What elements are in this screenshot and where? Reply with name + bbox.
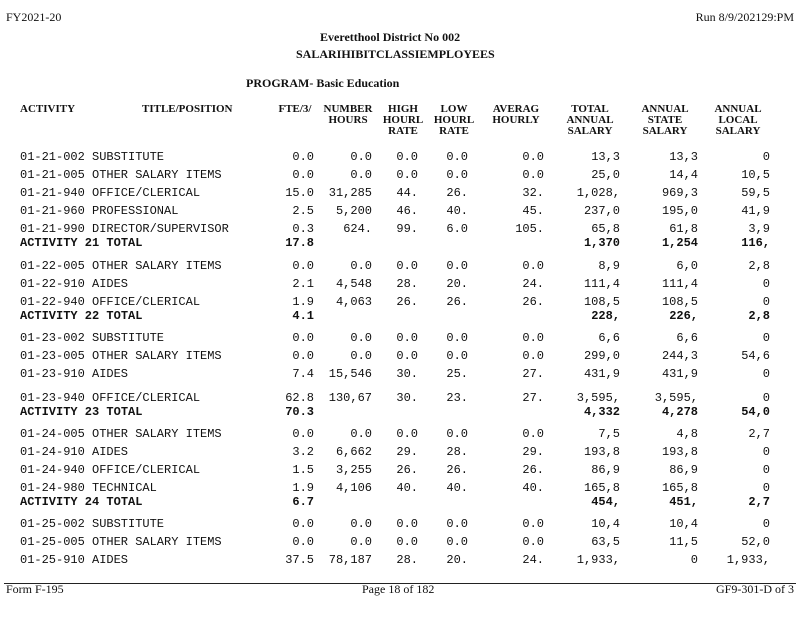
cell-state: 431,9	[661, 367, 698, 381]
position-title: AIDES	[92, 553, 129, 567]
activity-total-label: ACTIVITY 24 TOTAL	[20, 495, 143, 509]
position-title: OFFICE/CLERICAL	[92, 391, 201, 405]
cell-avg: 0.0	[522, 331, 544, 345]
cell-fte: 15.0	[285, 186, 314, 200]
cell-local: 59,5	[741, 186, 770, 200]
activity-total-label: ACTIVITY 23 TOTAL	[20, 405, 143, 419]
col-local-salary: ANNUAL LOCAL SALARY	[714, 103, 762, 137]
cell-local: 0	[762, 517, 770, 531]
cell-avg: 0.0	[522, 168, 544, 182]
position-title: AIDES	[92, 367, 129, 381]
cell-avg: 0.0	[522, 349, 544, 363]
cell-low: 0.0	[446, 168, 468, 182]
cell-local: 2,7	[748, 427, 770, 441]
cell-local: 0	[762, 295, 770, 309]
cell-fte: 6.7	[292, 495, 314, 509]
activity-code: 01-25-002	[20, 517, 85, 531]
cell-fte: 0.3	[292, 222, 314, 236]
cell-low: 40.	[446, 204, 468, 218]
cell-high: 29.	[396, 445, 418, 459]
cell-low: 0.0	[446, 331, 468, 345]
cell-avg: 26.	[522, 463, 544, 477]
cell-hours: 0.0	[350, 517, 372, 531]
cell-state: 86,9	[669, 463, 698, 477]
cell-total: 1,933,	[576, 553, 620, 567]
cell-local: 3,9	[748, 222, 770, 236]
cell-hours: 78,187	[328, 553, 372, 567]
cell-hours: 6,662	[335, 445, 372, 459]
cell-avg: 0.0	[522, 535, 544, 549]
cell-high: 44.	[396, 186, 418, 200]
cell-hours: 5,200	[335, 204, 372, 218]
cell-hours: 15,546	[328, 367, 372, 381]
cell-state: 244,3	[661, 349, 698, 363]
col-high-rate: HIGH HOURL RATE	[382, 103, 424, 137]
cell-hours: 0.0	[350, 168, 372, 182]
cell-hours: 4,063	[335, 295, 372, 309]
cell-hours: 0.0	[350, 150, 372, 164]
district-line: Everetthool District No 002	[320, 30, 461, 44]
cell-avg: 32.	[522, 186, 544, 200]
cell-fte: 2.5	[292, 204, 314, 218]
cell-hours: 3,255	[335, 463, 372, 477]
cell-state: 193,8	[661, 445, 698, 459]
cell-avg: 45.	[522, 204, 544, 218]
cell-total: 165,8	[583, 481, 620, 495]
col-activity: ACTIVITY	[20, 103, 76, 115]
cell-avg: 29.	[522, 445, 544, 459]
cell-local: 0	[762, 277, 770, 291]
activity-code: 01-21-960	[20, 204, 85, 218]
cell-fte: 62.8	[285, 391, 314, 405]
cell-high: 40.	[396, 481, 418, 495]
cell-fte: 1.5	[292, 463, 314, 477]
report-title: SALARIHIBITCLASSIEMPLOYEES	[296, 47, 495, 61]
cell-local: 0	[762, 445, 770, 459]
position-title: OTHER SALARY ITEMS	[92, 259, 222, 273]
cell-total: 63,5	[591, 535, 620, 549]
cell-hours: 624.	[343, 222, 372, 236]
cell-total: 10,4	[591, 517, 620, 531]
cell-total: 299,0	[583, 349, 620, 363]
cell-fte: 0.0	[292, 427, 314, 441]
activity-code: 01-24-005	[20, 427, 85, 441]
cell-fte: 1.9	[292, 481, 314, 495]
cell-state: 61,8	[669, 222, 698, 236]
activity-code: 01-22-940	[20, 295, 85, 309]
cell-total: 86,9	[591, 463, 620, 477]
col-total-salary: TOTAL ANNUAL SALARY	[566, 103, 614, 137]
cell-local: 0	[762, 367, 770, 381]
col-title: TITLE/POSITION	[142, 103, 233, 115]
activity-code: 01-25-910	[20, 553, 85, 567]
cell-local: 52,0	[741, 535, 770, 549]
cell-state: 226,	[669, 309, 698, 323]
activity-code: 01-21-005	[20, 168, 85, 182]
cell-local: 2,8	[748, 309, 770, 323]
cell-fte: 4.1	[292, 309, 314, 323]
cell-low: 0.0	[446, 349, 468, 363]
cell-state: 195,0	[661, 204, 698, 218]
cell-state: 6,0	[676, 259, 698, 273]
cell-low: 0.0	[446, 259, 468, 273]
cell-local: 2,7	[748, 495, 770, 509]
cell-state: 969,3	[661, 186, 698, 200]
cell-fte: 7.4	[292, 367, 314, 381]
cell-low: 40.	[446, 481, 468, 495]
cell-hours: 130,67	[328, 391, 372, 405]
position-title: SUBSTITUTE	[92, 517, 165, 531]
cell-state: 1,254	[661, 236, 698, 250]
cell-high: 28.	[396, 553, 418, 567]
cell-hours: 31,285	[328, 186, 372, 200]
activity-code: 01-21-940	[20, 186, 85, 200]
cell-low: 26.	[446, 463, 468, 477]
cell-high: 26.	[396, 295, 418, 309]
page-number: Page 18 of 182	[362, 582, 435, 596]
cell-state: 165,8	[661, 481, 698, 495]
cell-avg: 105.	[515, 222, 544, 236]
cell-local: 116,	[741, 236, 770, 250]
program-line: PROGRAM- Basic Education	[246, 76, 400, 90]
cell-fte: 0.0	[292, 259, 314, 273]
cell-hours: 0.0	[350, 427, 372, 441]
cell-local: 41,9	[741, 204, 770, 218]
cell-fte: 0.0	[292, 517, 314, 531]
col-state-salary: ANNUAL STATE SALARY	[641, 103, 689, 137]
cell-total: 237,0	[583, 204, 620, 218]
cell-state: 4,278	[661, 405, 698, 419]
cell-high: 46.	[396, 204, 418, 218]
cell-total: 25,0	[591, 168, 620, 182]
cell-low: 20.	[446, 553, 468, 567]
cell-hours: 0.0	[350, 535, 372, 549]
position-title: OTHER SALARY ITEMS	[92, 427, 222, 441]
cell-local: 0	[762, 150, 770, 164]
cell-state: 108,5	[661, 295, 698, 309]
cell-fte: 0.0	[292, 535, 314, 549]
col-fte: FTE/3/	[278, 103, 312, 115]
cell-avg: 0.0	[522, 517, 544, 531]
cell-state: 0	[690, 553, 698, 567]
position-title: OTHER SALARY ITEMS	[92, 535, 222, 549]
activity-code: 01-24-980	[20, 481, 85, 495]
cell-total: 6,6	[598, 331, 620, 345]
cell-total: 8,9	[598, 259, 620, 273]
activity-code: 01-25-005	[20, 535, 85, 549]
cell-total: 13,3	[591, 150, 620, 164]
activity-code: 01-22-910	[20, 277, 85, 291]
cell-avg: 0.0	[522, 150, 544, 164]
position-title: SUBSTITUTE	[92, 150, 165, 164]
cell-low: 0.0	[446, 150, 468, 164]
position-title: AIDES	[92, 445, 129, 459]
cell-avg: 0.0	[522, 427, 544, 441]
cell-state: 10,4	[669, 517, 698, 531]
cell-high: 0.0	[396, 517, 418, 531]
cell-high: 99.	[396, 222, 418, 236]
cell-fte: 17.8	[285, 236, 314, 250]
cell-total: 228,	[591, 309, 620, 323]
cell-local: 1,933,	[726, 553, 770, 567]
cell-state: 14,4	[669, 168, 698, 182]
cell-low: 20.	[446, 277, 468, 291]
cell-avg: 27.	[522, 367, 544, 381]
activity-total-label: ACTIVITY 22 TOTAL	[20, 309, 143, 323]
cell-state: 13,3	[669, 150, 698, 164]
cell-local: 2,8	[748, 259, 770, 273]
form-number: Form F-195	[6, 582, 64, 596]
cell-high: 30.	[396, 391, 418, 405]
cell-fte: 0.0	[292, 168, 314, 182]
cell-low: 23.	[446, 391, 468, 405]
cell-total: 193,8	[583, 445, 620, 459]
cell-total: 1,370	[583, 236, 620, 250]
position-title: OTHER SALARY ITEMS	[92, 349, 222, 363]
cell-fte: 3.2	[292, 445, 314, 459]
cell-hours: 0.0	[350, 331, 372, 345]
activity-total-label: ACTIVITY 21 TOTAL	[20, 236, 143, 250]
cell-fte: 0.0	[292, 331, 314, 345]
cell-low: 26.	[446, 186, 468, 200]
cell-fte: 0.0	[292, 349, 314, 363]
cell-hours: 0.0	[350, 349, 372, 363]
position-title: OFFICE/CLERICAL	[92, 186, 201, 200]
activity-code: 01-23-005	[20, 349, 85, 363]
cell-high: 30.	[396, 367, 418, 381]
activity-code: 01-22-005	[20, 259, 85, 273]
cell-avg: 26.	[522, 295, 544, 309]
cell-high: 0.0	[396, 427, 418, 441]
position-title: OTHER SALARY ITEMS	[92, 168, 222, 182]
fiscal-year: FY2021-20	[6, 10, 62, 24]
cell-high: 0.0	[396, 349, 418, 363]
cell-high: 0.0	[396, 259, 418, 273]
cell-local: 0	[762, 463, 770, 477]
cell-state: 11,5	[669, 535, 698, 549]
position-title: OFFICE/CLERICAL	[92, 463, 201, 477]
cell-low: 6.0	[446, 222, 468, 236]
activity-code: 01-23-940	[20, 391, 85, 405]
position-title: TECHNICAL	[92, 481, 157, 495]
cell-state: 6,6	[676, 331, 698, 345]
cell-local: 0	[762, 481, 770, 495]
cell-low: 0.0	[446, 427, 468, 441]
cell-low: 26.	[446, 295, 468, 309]
col-average-rate: AVERAG HOURLY	[492, 103, 540, 126]
run-stamp: Run 8/9/202129:PM	[695, 10, 794, 24]
cell-low: 0.0	[446, 517, 468, 531]
activity-code: 01-24-940	[20, 463, 85, 477]
position-title: DIRECTOR/SUPERVISOR	[92, 222, 229, 236]
cell-total: 65,8	[591, 222, 620, 236]
cell-fte: 37.5	[285, 553, 314, 567]
cell-local: 0	[762, 331, 770, 345]
cell-local: 54,6	[741, 349, 770, 363]
activity-code: 01-21-990	[20, 222, 85, 236]
cell-total: 431,9	[583, 367, 620, 381]
cell-high: 26.	[396, 463, 418, 477]
cell-low: 0.0	[446, 535, 468, 549]
cell-local: 10,5	[741, 168, 770, 182]
cell-high: 28.	[396, 277, 418, 291]
cell-fte: 70.3	[285, 405, 314, 419]
cell-total: 108,5	[583, 295, 620, 309]
cell-avg: 24.	[522, 277, 544, 291]
cell-hours: 4,548	[335, 277, 372, 291]
col-low-rate: LOW HOURL RATE	[433, 103, 475, 137]
cell-total: 7,5	[598, 427, 620, 441]
cell-high: 0.0	[396, 331, 418, 345]
cell-state: 451,	[669, 495, 698, 509]
cell-low: 28.	[446, 445, 468, 459]
cell-fte: 1.9	[292, 295, 314, 309]
cell-avg: 27.	[522, 391, 544, 405]
cell-high: 0.0	[396, 168, 418, 182]
cell-local: 54,0	[741, 405, 770, 419]
cell-local: 0	[762, 391, 770, 405]
cell-avg: 40.	[522, 481, 544, 495]
cell-total: 454,	[591, 495, 620, 509]
cell-total: 4,332	[583, 405, 620, 419]
cell-high: 0.0	[396, 535, 418, 549]
position-title: PROFESSIONAL	[92, 204, 179, 218]
cell-fte: 2.1	[292, 277, 314, 291]
col-hours: NUMBER HOURS	[323, 103, 373, 126]
cell-total: 111,4	[583, 277, 620, 291]
cell-hours: 0.0	[350, 259, 372, 273]
cell-avg: 0.0	[522, 259, 544, 273]
cell-avg: 24.	[522, 553, 544, 567]
position-title: SUBSTITUTE	[92, 331, 165, 345]
activity-code: 01-23-002	[20, 331, 85, 345]
cell-fte: 0.0	[292, 150, 314, 164]
cell-low: 25.	[446, 367, 468, 381]
cell-total: 3,595,	[576, 391, 620, 405]
cell-state: 3,595,	[654, 391, 698, 405]
position-title: AIDES	[92, 277, 129, 291]
cell-high: 0.0	[396, 150, 418, 164]
cell-hours: 4,106	[335, 481, 372, 495]
activity-code: 01-24-910	[20, 445, 85, 459]
position-title: OFFICE/CLERICAL	[92, 295, 201, 309]
cell-state: 111,4	[661, 277, 698, 291]
report-code: GF9-301-D of 3	[716, 582, 794, 596]
activity-code: 01-23-910	[20, 367, 85, 381]
cell-total: 1,028,	[576, 186, 620, 200]
activity-code: 01-21-002	[20, 150, 85, 164]
cell-state: 4,8	[676, 427, 698, 441]
